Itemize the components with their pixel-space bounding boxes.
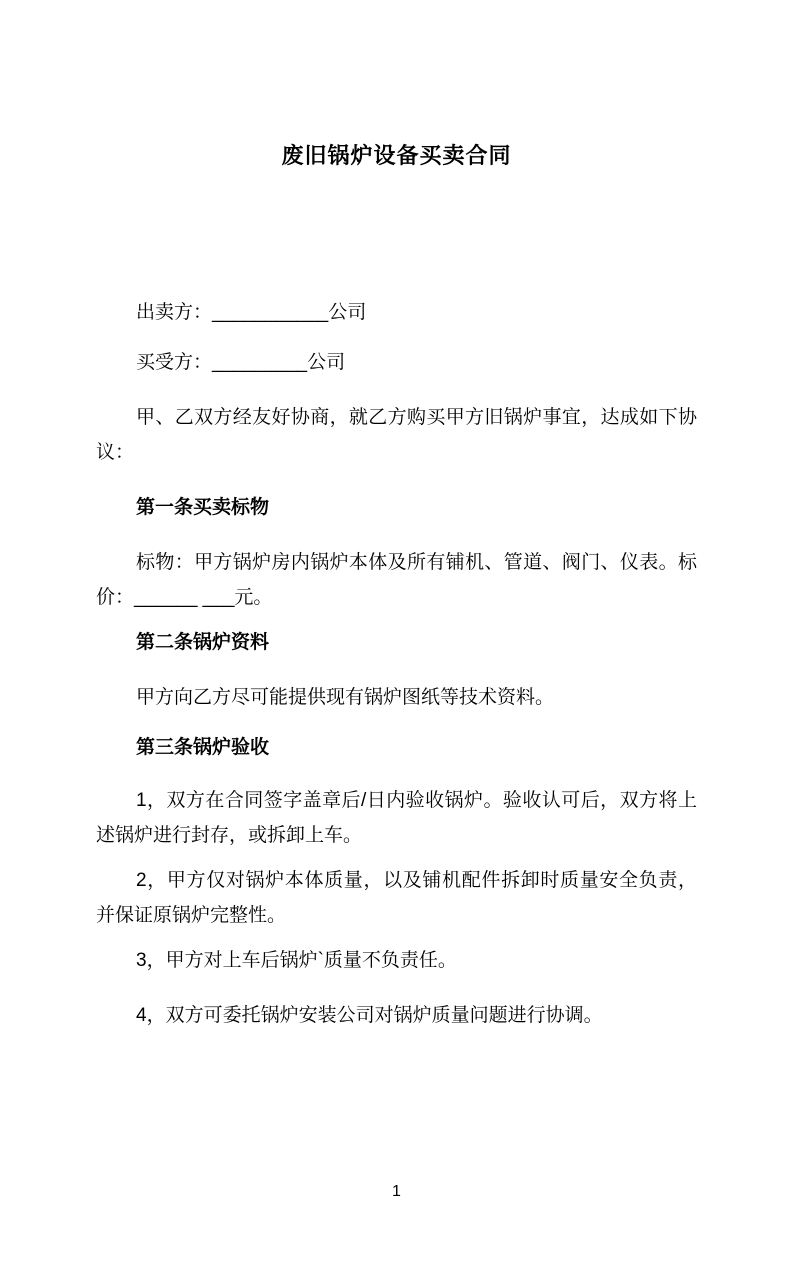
clause-2: 2，甲方仅对锅炉本体质量，以及铺机配件拆卸时质量安全负责，并保证原锅炉完整性。	[96, 870, 697, 926]
clause-1: 1，双方在合同签字盖章后/日内验收锅炉。验收认可后，双方将上述锅炉进行封存，或拆卸上车。	[96, 790, 697, 846]
page-number: 1	[392, 1183, 401, 1200]
documents-paragraph: 甲方向乙方尽可能提供现有锅炉图纸等技术资料。	[136, 687, 555, 708]
subject-paragraph: 标物：甲方锅炉房内锅炉本体及所有铺机、管道、阀门、仪表。标价：______ ___元。	[96, 552, 697, 608]
document-page	[0, 140, 793, 1262]
section-heading-1: 第一条买卖标物	[136, 497, 270, 518]
document-content	[0, 140, 793, 1033]
section-heading-2: 第二条锅炉资料	[136, 632, 270, 653]
clause-3: 3，甲方对上车后锅炉`质量不负责任。	[136, 950, 457, 971]
section-heading-3: 第三条锅炉验收	[136, 737, 270, 758]
party-line-buyer: 买受方：_________公司	[136, 352, 346, 373]
intro-paragraph: 甲、乙双方经友好协商，就乙方购买甲方旧锅炉事宜，达成如下协议：	[96, 407, 697, 463]
clause-4: 4，双方可委托锅炉安装公司对锅炉质量问题进行协调。	[136, 1005, 603, 1026]
document-title: 废旧锅炉设备买卖合同	[281, 143, 512, 168]
party-line-seller: 出卖方：___________公司	[136, 302, 367, 323]
